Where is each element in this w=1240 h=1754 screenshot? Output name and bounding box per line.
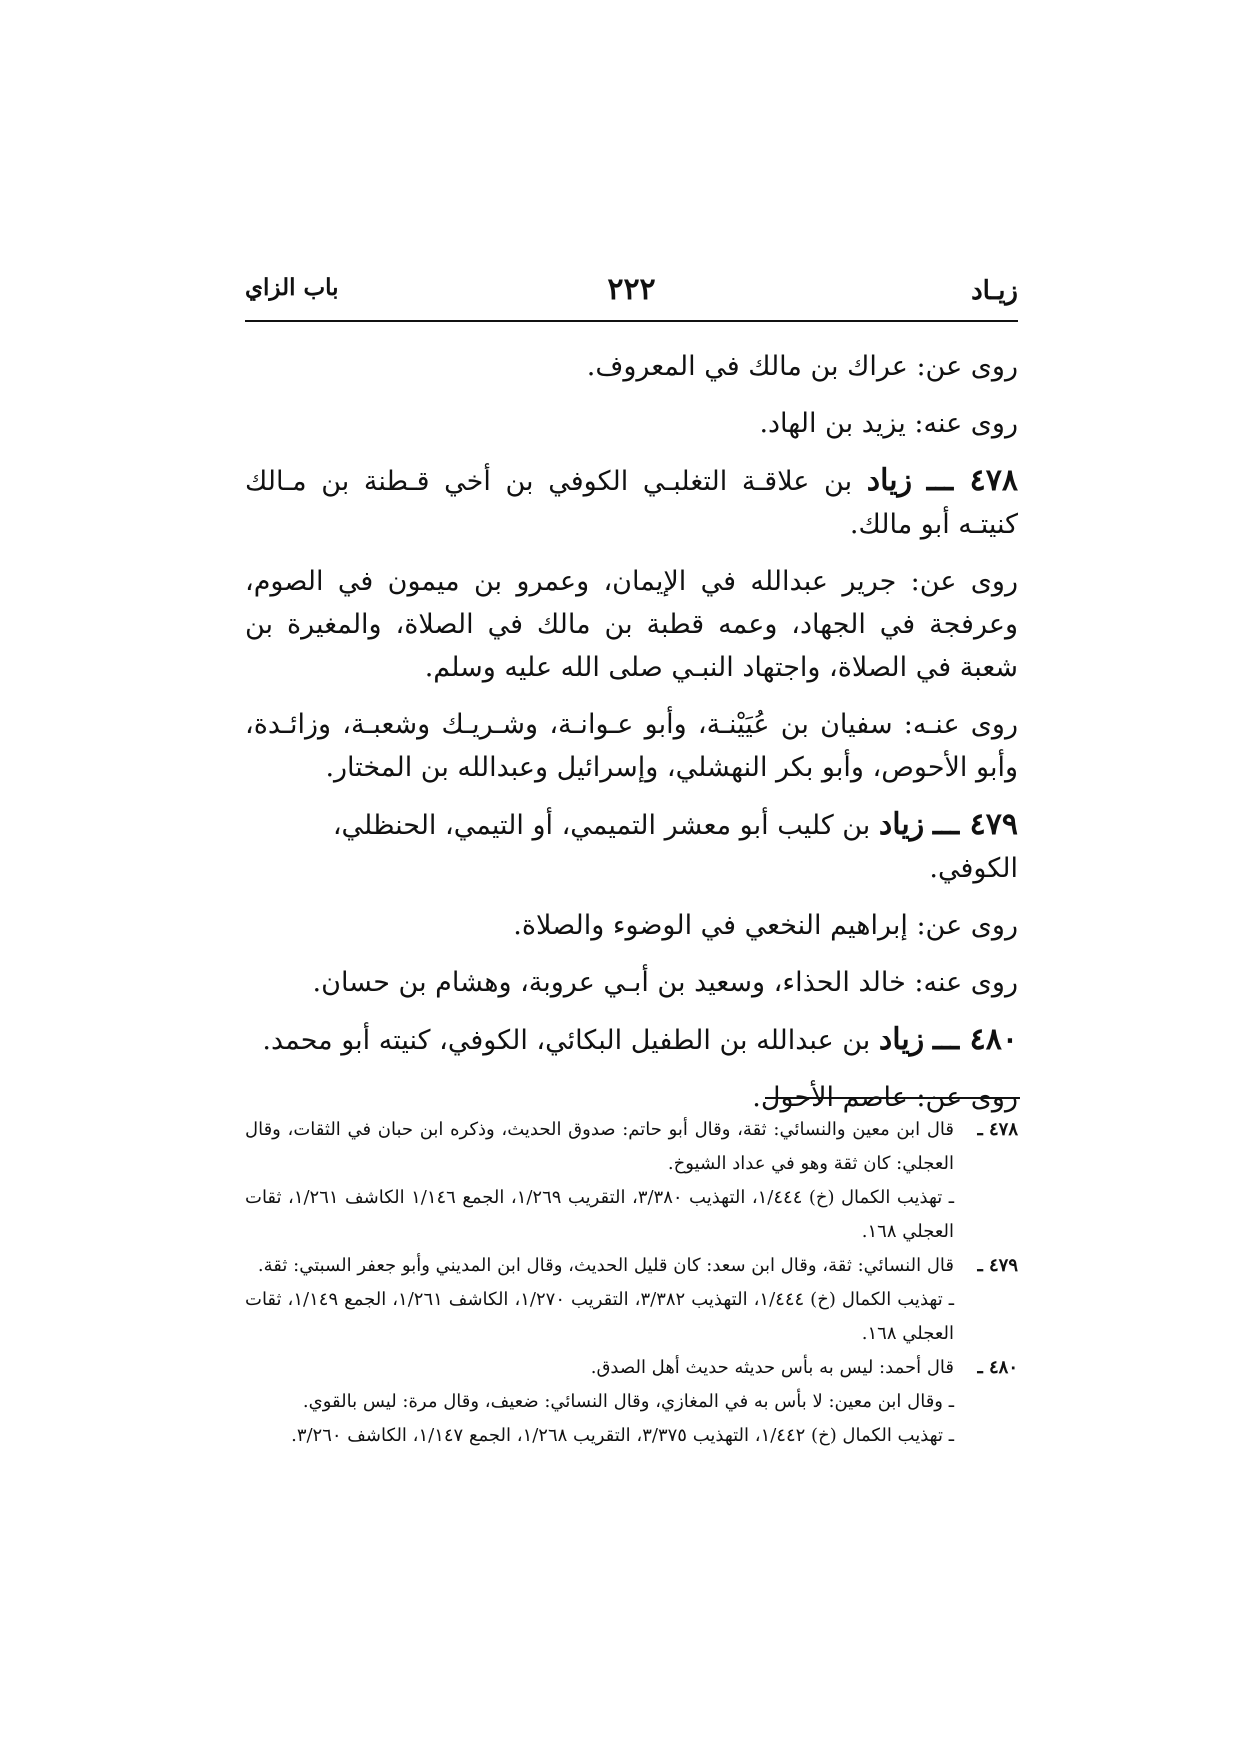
entry-478 <box>245 459 1018 546</box>
footnote-line: ـ وقال ابن معين: لا بأس به في المغازي، وقال النسائي: ضعيف، وقال مرة: ليس بالقوي. <box>302 1391 954 1412</box>
footnotes <box>245 1113 1018 1453</box>
entry-478-from: روى عن: جرير عبدالله في الإيمان، وعمرو بن ميمون في الصوم، وعرفجة في الجهاد، وعمه قطبة بن مالك في الصلاة، والمغيرة بن شعبة في الصلاة، واجتهاد النبـي صلى الله عليه وسلم. <box>245 566 1018 683</box>
main-text <box>245 345 1018 1133</box>
page-header <box>245 270 1018 320</box>
footnote-line: قال أحمد: ليس به بأس حديثه حديث أهل الصدق. <box>590 1357 954 1378</box>
entry-text: بن عبدالله بن الطفيل البكائي، الكوفي، كنيته أبو محمد. <box>262 1025 879 1056</box>
entry-479-by: روى عنه: خالد الحذاء، وسعيد بن أبـي عروبة، وهشام بن حسان. <box>312 967 1018 998</box>
footnote-text <box>245 1351 954 1453</box>
footnote-number: ٤٨٠ ـ <box>977 1357 1018 1378</box>
footnote-divider <box>765 1097 1020 1099</box>
entry-text: بن علاقـة التغلبـي الكوفي بن أخي قـطنة بن مـالك كنيتـه أبو مالك. <box>245 466 1018 540</box>
footnote-number: ٤٧٩ ـ <box>977 1255 1018 1276</box>
entry-479-from: روى عن: إبراهيم النخعي في الوضوء والصلاة. <box>513 910 1018 941</box>
entry-name: زياد <box>878 1022 925 1057</box>
entry-480-from: روى عن: عاصم الأحول. <box>752 1082 1018 1113</box>
running-head-chapter: باب الزاي <box>245 274 339 301</box>
entry-480 <box>245 1018 1018 1062</box>
entry-479 <box>245 803 1018 890</box>
footnote-478 <box>245 1113 1018 1249</box>
entry-number: ٤٧٩ ـــ <box>932 807 1018 842</box>
entry-name: زياد <box>878 807 925 842</box>
page-number: ٢٢٢ <box>607 272 656 307</box>
footnote-line: ـ تهذيب الكمال (خ) ١/٤٤٤، التهذيب ٣/٣٨٢، التقريب ١/٢٧٠، الكاشف ١/٢٦١، الجمع ١/١٤٩، ثقات العجلي ١٦٨. <box>245 1289 954 1344</box>
footnote-479 <box>245 1249 1018 1351</box>
narrated-from-line: روى عن: عراك بن مالك في المعروف. <box>586 351 1018 382</box>
footnote-number: ٤٧٨ ـ <box>977 1119 1018 1140</box>
header-divider <box>245 320 1018 322</box>
footnote-480 <box>245 1351 1018 1453</box>
entry-number: ٤٨٠ ـــ <box>932 1022 1018 1057</box>
entry-text: بن كليب أبو معشر التميمي، أو التيمي، الحنظلي، الكوفي. <box>332 810 1018 884</box>
entry-name: زياد <box>866 463 913 498</box>
footnote-line: ـ تهذيب الكمال (خ) ١/٤٤٤، التهذيب ٣/٣٨٠، التقريب ١/٢٦٩، الجمع ١/١٤٦ الكاشف ١/٢٦١، ثقات العجلي ١٦٨. <box>245 1187 954 1242</box>
running-head-entry: زيـاد <box>971 276 1018 306</box>
footnote-line: قال ابن معين والنسائي: ثقة، وقال أبو حاتم: صدوق الحديث، وذكره ابن حبان في الثقات، وقال العجلي: كان ثقة وهو في عداد الشيوخ. <box>245 1119 954 1174</box>
entry-478-by: روى عنـه: سفيان بن عُيَيْنـة، وأبو عـوانـة، وشـريـك وشعبـة، وزائـدة، وأبو الأحوص، وأبو بكر النهشلي، وإسرائيل وعبدالله بن المختار. <box>245 709 1018 783</box>
footnote-line: ـ تهذيب الكمال (خ) ١/٤٤٢، التهذيب ٣/٣٧٥، التقريب ١/٢٦٨، الجمع ١/١٤٧، الكاشف ٣/٢٦٠. <box>291 1425 954 1446</box>
footnote-text <box>245 1113 954 1249</box>
footnote-line: قال النسائي: ثقة، وقال ابن سعد: كان قليل الحديث، وقال ابن المديني وأبو جعفر السبتي: ثقة. <box>257 1255 954 1276</box>
footnote-text <box>245 1249 954 1351</box>
entry-number: ٤٧٨ ـــ <box>926 463 1018 498</box>
narrated-by-line: روى عنه: يزيد بن الهاد. <box>759 408 1018 439</box>
